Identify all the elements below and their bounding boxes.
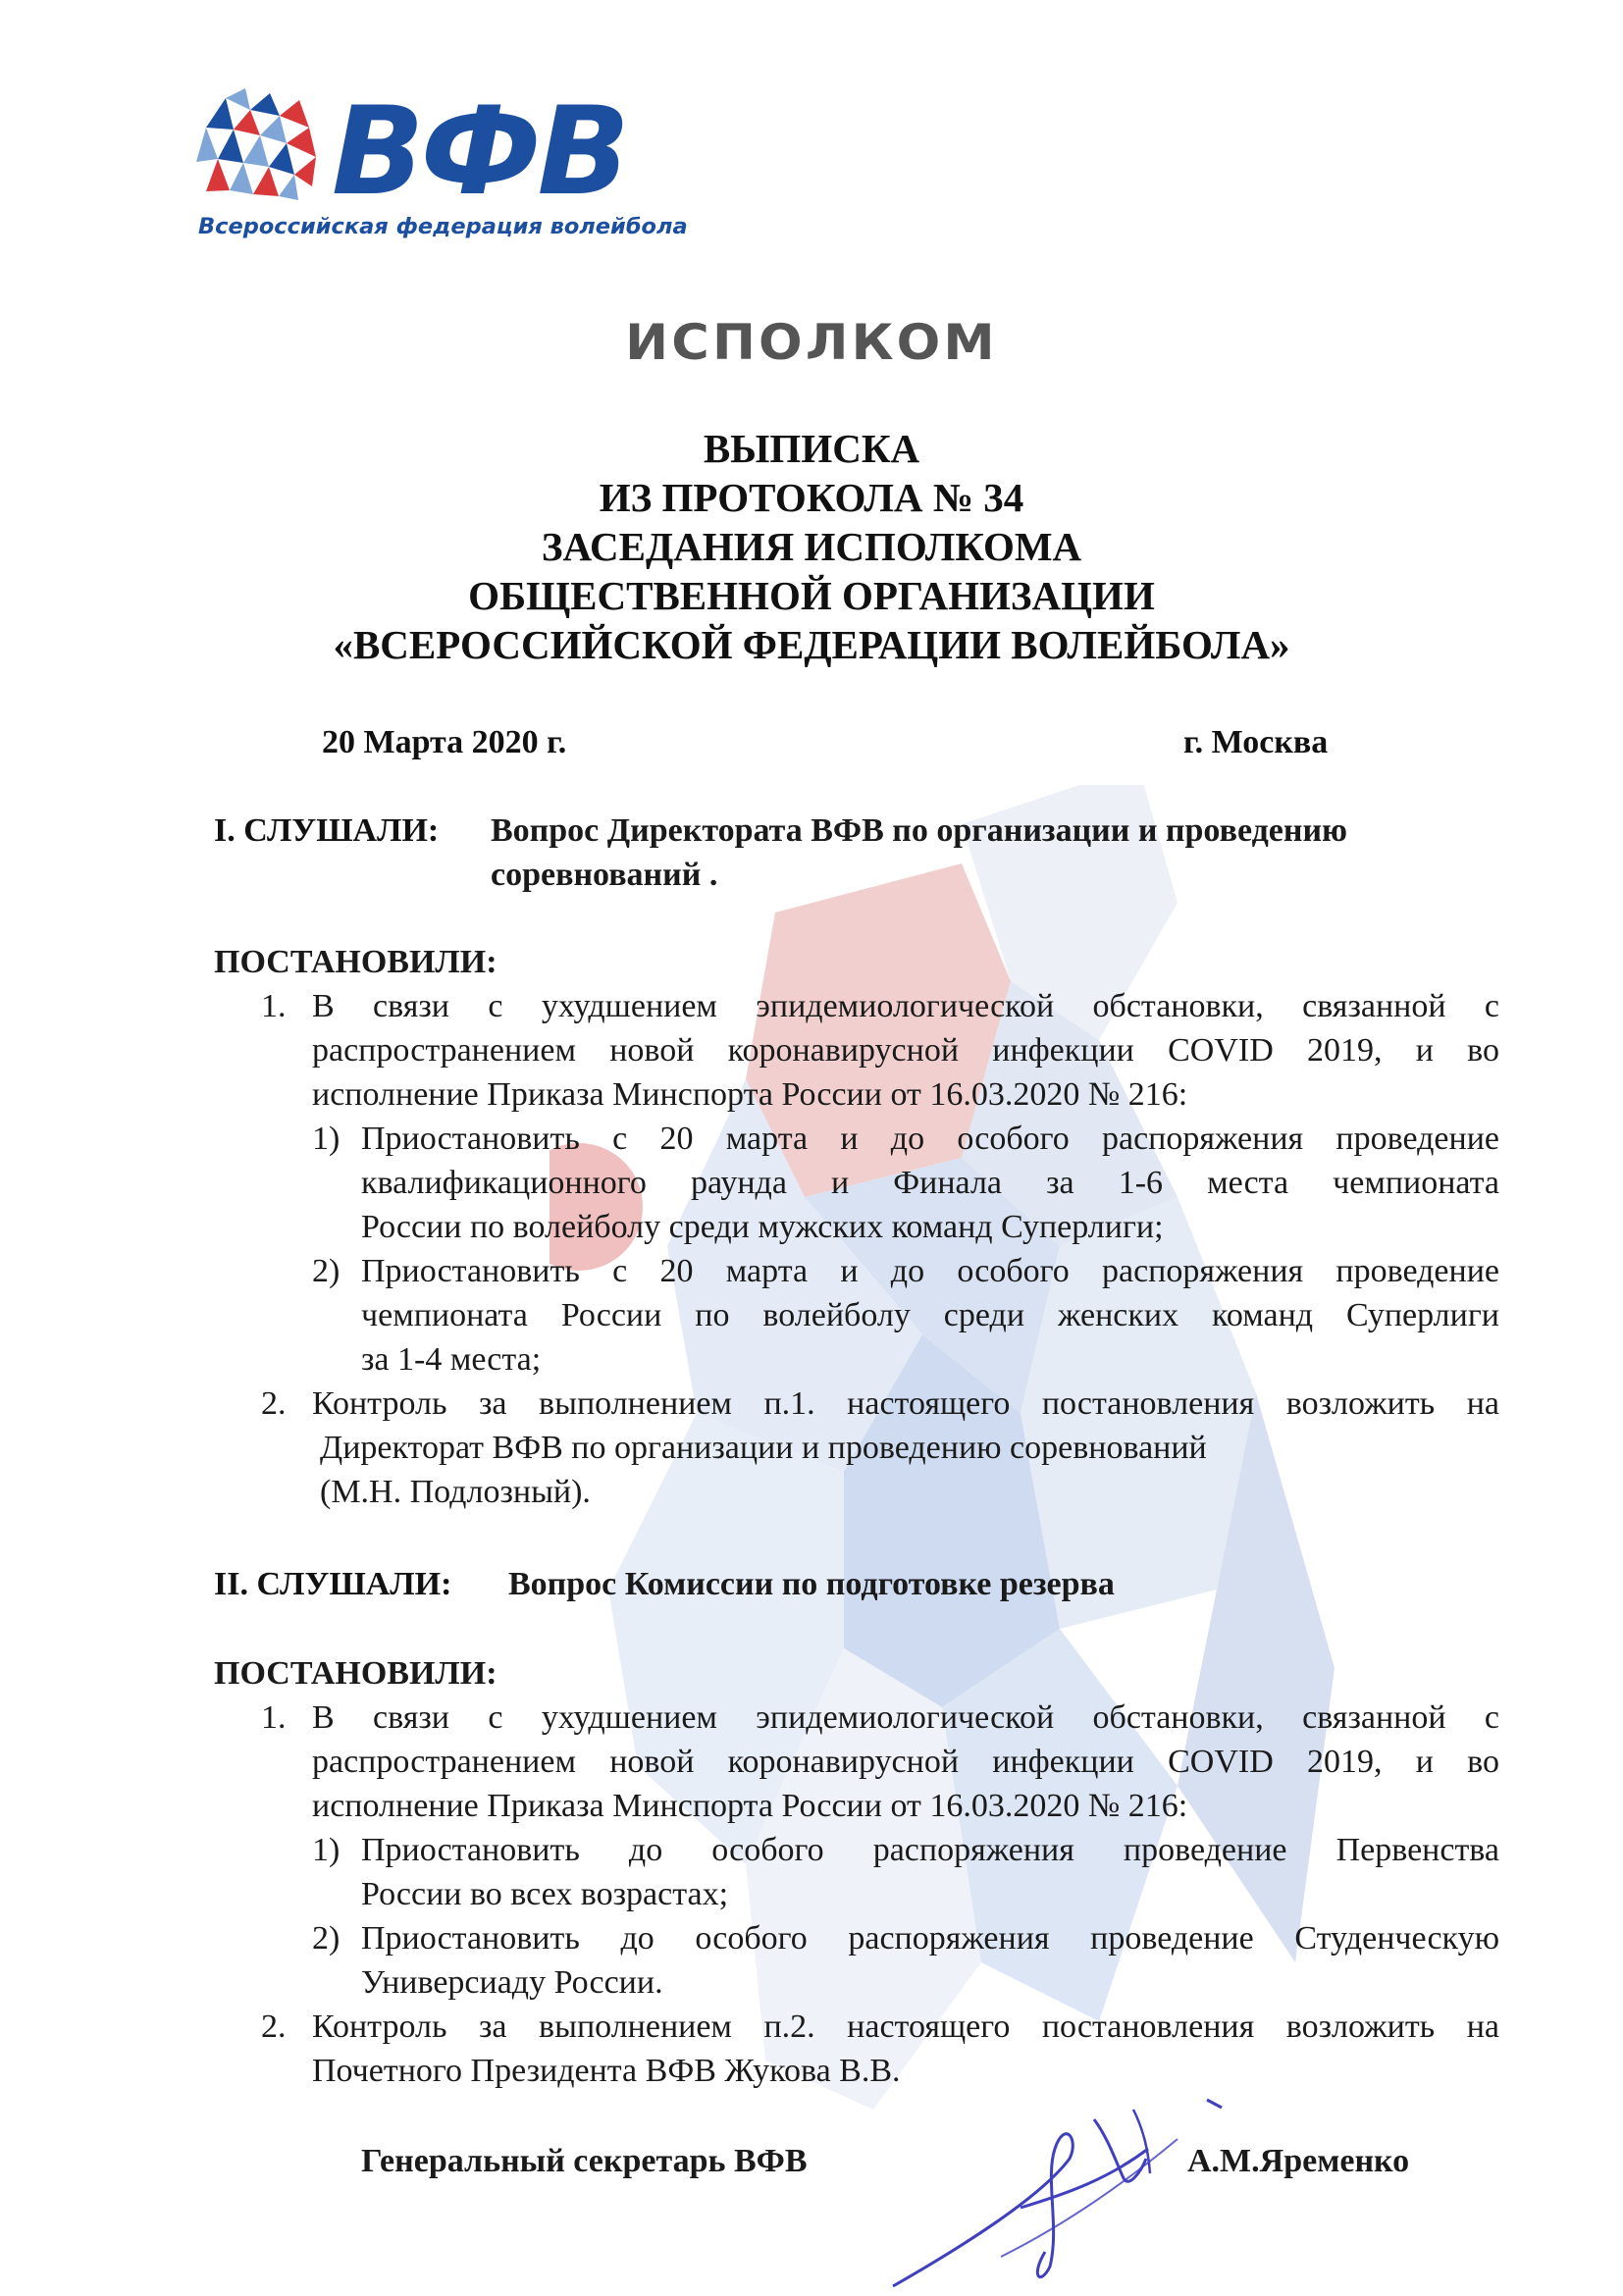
- signatory-title: Генеральный секретарь ВФВ: [361, 2143, 808, 2179]
- handwritten-signature: [883, 2080, 1256, 2296]
- heard-line: соревнований .: [491, 857, 718, 893]
- section2-heard-text: Вопрос Комиссии по подготовке резерва: [508, 1566, 1115, 1602]
- title-line: ЗАСЕДАНИЯ ИСПОЛКОМА: [541, 524, 1082, 569]
- subitem-number: 1): [312, 1121, 340, 1157]
- item-line: квалификационного раунда и Финала за 1-6 места чемпионата: [361, 1165, 1499, 1201]
- volleyball-triangles-icon: [196, 88, 324, 206]
- item-line: распространением новой коронавирусной инфекции COVID 2019, и во: [312, 1032, 1499, 1069]
- item-line: исполнение Приказа Минспорта России от 16.03.2020 № 216:: [312, 1076, 1188, 1113]
- item-line: России по волейболу среди мужских команд Суперлиги;: [361, 1209, 1164, 1245]
- section1-subitem2: [361, 1249, 1499, 1382]
- item-line: распространением новой коронавирусной инфекции COVID 2019, и во: [312, 1744, 1499, 1780]
- item-line: В связи с ухудшением эпидемиологической обстановки, связанной с: [312, 988, 1499, 1024]
- item-number: 2.: [261, 2009, 287, 2045]
- item-line: за 1-4 места;: [361, 1341, 542, 1378]
- title-line: ВЫПИСКА: [703, 426, 920, 471]
- item-line: исполнение Приказа Минспорта России от 16.03.2020 № 216:: [312, 1788, 1188, 1824]
- section1-item1: [312, 984, 1499, 1117]
- signatory-name: А.М.Яременко: [1187, 2143, 1410, 2179]
- item-line: Приостановить с 20 марта и до особого распоряжения проведение: [361, 1121, 1499, 1157]
- item-number: 1.: [261, 988, 287, 1024]
- subitem-number: 2): [312, 1253, 340, 1289]
- item-line: (М.Н. Подлозный).: [320, 1474, 591, 1510]
- section1-subitem1: [361, 1117, 1499, 1249]
- item-line: Приостановить до особого распоряжения проведение Первенства: [361, 1832, 1499, 1868]
- subitem-number: 1): [312, 1832, 340, 1868]
- section2-subitem2: [361, 1916, 1499, 2005]
- item-number: 1.: [261, 1699, 287, 1736]
- section2-heard-label: II. СЛУШАЛИ:: [214, 1566, 452, 1602]
- subitem-number: 2): [312, 1920, 340, 1957]
- item-line: В связи с ухудшением эпидемиологической обстановки, связанной с: [312, 1699, 1499, 1736]
- logo-subtitle: Всероссийская федерация волейбола: [198, 214, 688, 239]
- section2-decided: ПОСТАНОВИЛИ:: [214, 1655, 497, 1692]
- heard-line: Вопрос Директората ВФВ по организации и проведению: [491, 812, 1348, 849]
- meeting-date: 20 Марта 2020 г.: [322, 724, 567, 760]
- logo-wordmark: ВФВ: [332, 81, 626, 223]
- item-line: Директорат ВФВ по организации и проведению соревнований: [320, 1430, 1207, 1466]
- section1-heard-text: [491, 809, 1482, 897]
- item-line: Почетного Президента ВФВ Жукова В.В.: [312, 2053, 901, 2089]
- item-line: Контроль за выполнением п.1. настоящего постановления возложить на: [312, 1385, 1499, 1422]
- item-line: Универсиаду России.: [361, 1964, 663, 2001]
- vfv-logo: [196, 81, 688, 255]
- item-line: Контроль за выполнением п.2. настоящего постановления возложить на: [312, 2009, 1499, 2045]
- item-line: Приостановить с 20 марта и до особого распоряжения проведение: [361, 1253, 1499, 1289]
- item-line: Приостановить до особого распоряжения проведение Студенческую: [361, 1920, 1499, 1957]
- item-number: 2.: [261, 1385, 287, 1422]
- document-title: [0, 424, 1623, 669]
- section1-decided: ПОСТАНОВИЛИ:: [214, 944, 497, 980]
- title-line: ИЗ ПРОТОКОЛА № 34: [599, 475, 1024, 520]
- item-line: России во всех возрастах;: [361, 1876, 729, 1912]
- section1-item2: [312, 1382, 1499, 1514]
- title-line: «ВСЕРОССИЙСКОЙ ФЕДЕРАЦИИ ВОЛЕЙБОЛА»: [333, 622, 1290, 667]
- meeting-city: г. Москва: [1183, 724, 1329, 760]
- section1-heard-label: I. СЛУШАЛИ:: [214, 812, 440, 849]
- section2-subitem1: [361, 1828, 1499, 1916]
- title-line: ОБЩЕСТВЕННОЙ ОРГАНИЗАЦИИ: [468, 573, 1155, 618]
- item-line: чемпионата России по волейболу среди женских команд Суперлиги: [361, 1297, 1499, 1333]
- org-body-heading: ИСПОЛКОМ: [625, 314, 998, 371]
- section2-item1: [312, 1696, 1499, 1828]
